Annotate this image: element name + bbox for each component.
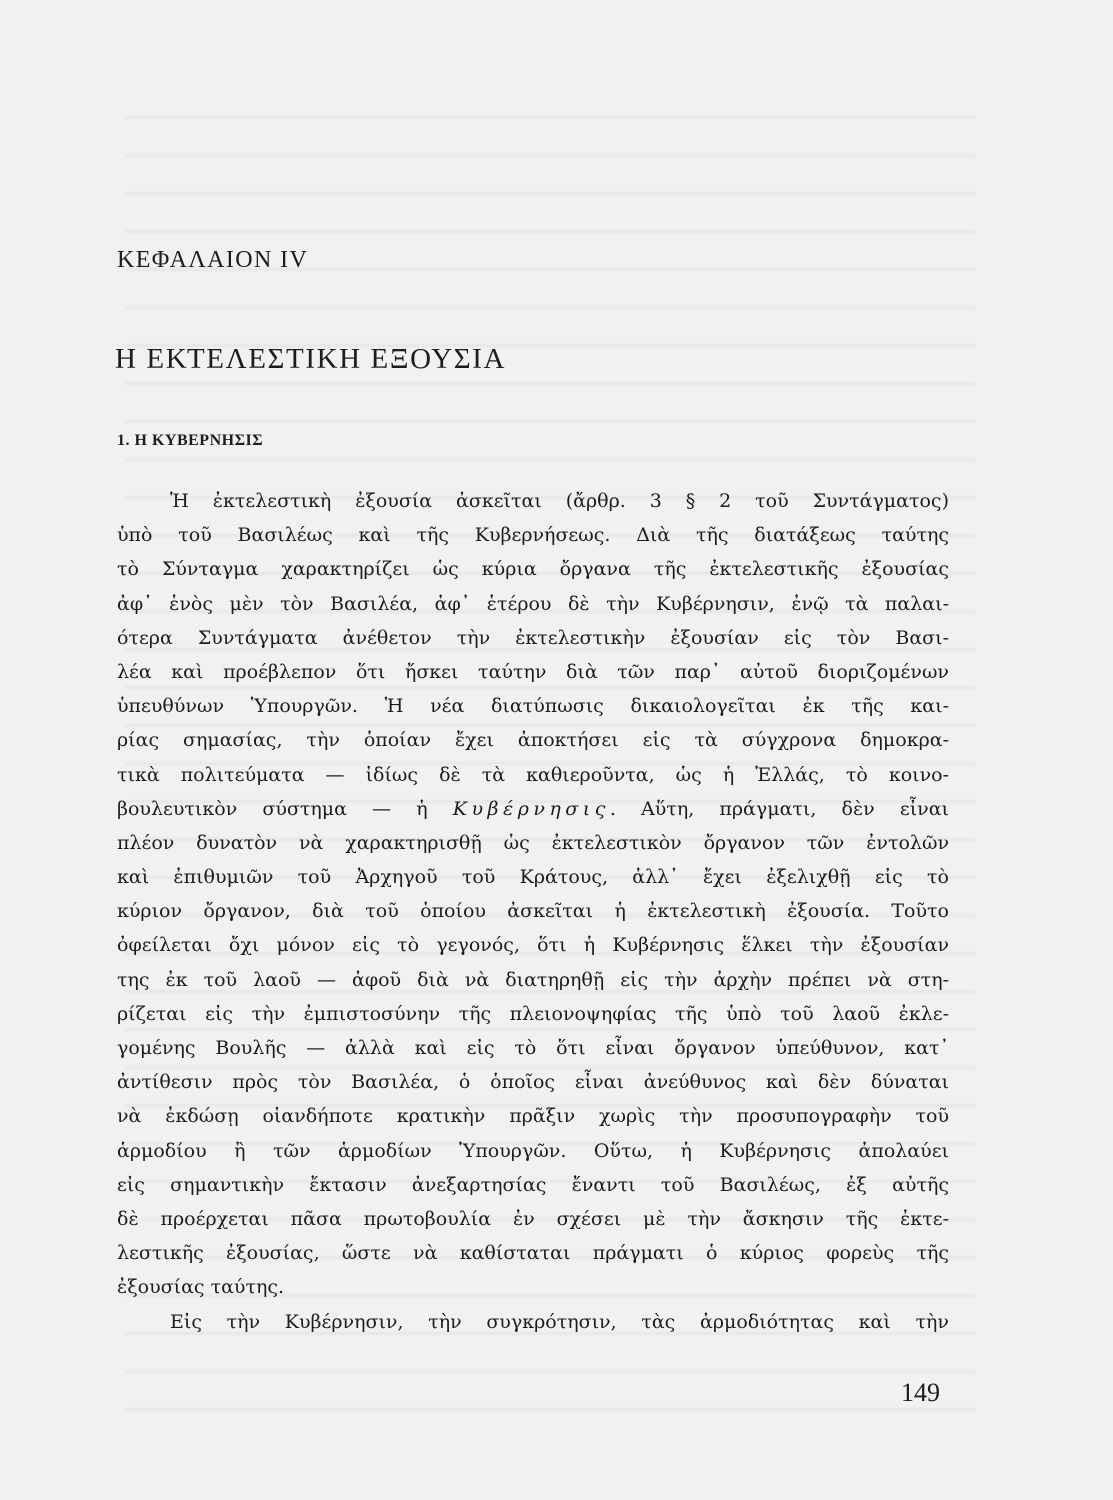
- line-start: βουλευτικὸν σύστημα — ἡ: [117, 797, 428, 820]
- text-line: εἰς σημαντικὴν ἔκτασιν ἀνεξαρτησίας ἔναντι τοῦ Βασιλέως, ἐξ αὐτῆς: [117, 1173, 949, 1196]
- page-number: 149: [901, 1378, 940, 1407]
- text-line: Εἰς τὴν Κυβέρνησιν, τὴν συγκρότησιν, τὰς ἁρμοδιότητας καὶ τὴν: [170, 1310, 949, 1333]
- text-line: ἀντίθεσιν πρὸς τὸν Βασιλέα, ὁ ὁποῖος εἶναι ἀνεύθυνος καὶ δὲν δύναται: [117, 1071, 949, 1094]
- body-text: [117, 484, 949, 1339]
- text-line: γομένης Βουλῆς — ἀλλὰ καὶ εἰς τὸ ὅτι εἶναι ὄργανον ὑπεύθυνον, κατ᾽: [117, 1037, 949, 1059]
- text-line: ὑπευθύνων Ὑπουργῶν. Ἡ νέα διατύπωσις δικαιολογεῖται ἐκ τῆς και-: [117, 695, 949, 718]
- text-line: δὲ προέρχεται πᾶσα πρωτοβουλία ἐν σχέσει μὲ τὴν ἄσκησιν τῆς ἐκτε-: [117, 1207, 949, 1230]
- text-line: ρίζεται εἰς τὴν ἐμπιστοσύνην τῆς πλειονοψηφίας τῆς ὑπὸ τοῦ λαοῦ ἐκλε-: [117, 1002, 949, 1025]
- chapter-label: ΚΕΦΑΛΑΙΟΝ IV: [117, 247, 309, 273]
- text-line: ότερα Συντάγματα ἀνέθετον τὴν ἐκτελεστικὴν ἐξουσίαν εἰς τὸν Βασι-: [117, 626, 949, 649]
- text-line: ἁρμοδίου ἢ τῶν ἁρμοδίων Ὑπουργῶν. Οὕτω, ἡ Κυβέρνησις ἀπολαύει: [117, 1139, 949, 1162]
- text-line: ὀφείλεται ὄχι μόνον εἰς τὸ γεγονός, ὅτι ἡ Κυβέρνησις ἕλκει τὴν ἐξουσίαν: [117, 934, 949, 957]
- text-line: λεστικῆς ἐξουσίας, ὥστε νὰ καθίσταται πράγματι ὁ κύριος φορεὺς τῆς: [117, 1242, 949, 1265]
- text-line: τικὰ πολιτεύματα — ἰδίως δὲ τὰ καθιεροῦντα, ὡς ἡ Ἑλλάς, τὸ κοινο-: [117, 763, 949, 786]
- text-line: λέα καὶ προέβλεπον ὅτι ἤσκει ταύτην διὰ τῶν παρ᾽ αὐτοῦ διοριζομένων: [117, 660, 949, 683]
- text-line: κύριον ὄργανον, διὰ τοῦ ὁποίου ἀσκεῖται ἡ ἐκτελεστικὴ ἐξουσία. Τοῦτο: [117, 900, 949, 923]
- line-end: . Αὕτη, πράγματι, δὲν εἶναι: [609, 797, 949, 820]
- text-line: της ἐκ τοῦ λαοῦ — ἀφοῦ διὰ νὰ διατηρηθῇ εἰς τὴν ἀρχὴν πρέπει νὰ στη-: [117, 968, 949, 991]
- text-line: Ἡ ἐκτελεστικὴ ἐξουσία ἀσκεῖται (ἄρθρ. 3 § 2 τοῦ Συντάγματος): [170, 490, 949, 512]
- text-line: ἐξουσίας ταύτης.: [117, 1276, 285, 1299]
- text-line: ρίας σημασίας, τὴν ὁποίαν ἔχει ἀποκτήσει εἰς τὰ σύγχρονα δημοκρα-: [117, 729, 949, 752]
- text-line: καὶ ἐπιθυμιῶν τοῦ Ἀρχηγοῦ τοῦ Κράτους, ἀλλ᾽ ἔχει ἐξελιχθῇ εἰς τὸ: [117, 866, 949, 889]
- text-line: πλέον δυνατὸν νὰ χαρακτηρισθῇ ὡς ἐκτελεστικὸν ὄργανον τῶν ἐντολῶν: [117, 831, 949, 854]
- text-line: ὑπὸ τοῦ Βασιλέως καὶ τῆς Κυβερνήσεως. Διὰ τῆς διατάξεως ταύτης: [117, 524, 949, 547]
- text-line: τὸ Σύνταγμα χαρακτηρίζει ὡς κύρια ὄργανα τῆς ἐκτελεστικῆς ἐξουσίας: [117, 558, 949, 581]
- chapter-title: Η ΕΚΤΕΛΕΣΤΙΚΗ ΕΞΟΥΣΙΑ: [115, 343, 507, 375]
- emphasized-word: Κυβέρνησις: [452, 797, 610, 820]
- text-line: ἀφ᾽ ἑνὸς μὲν τὸν Βασιλέα, ἀφ᾽ ἑτέρου δὲ τὴν Κυβέρνησιν, ἐνῷ τὰ παλαι-: [117, 592, 949, 615]
- text-line: νὰ ἐκδώσῃ οἱανδήποτε κρατικὴν πρᾶξιν χωρὶς τὴν προσυπογραφὴν τοῦ: [117, 1105, 949, 1128]
- text-line-with-emphasis: [117, 792, 949, 826]
- section-heading: 1. Η ΚΥΒΕΡΝΗΣΙΣ: [117, 432, 264, 449]
